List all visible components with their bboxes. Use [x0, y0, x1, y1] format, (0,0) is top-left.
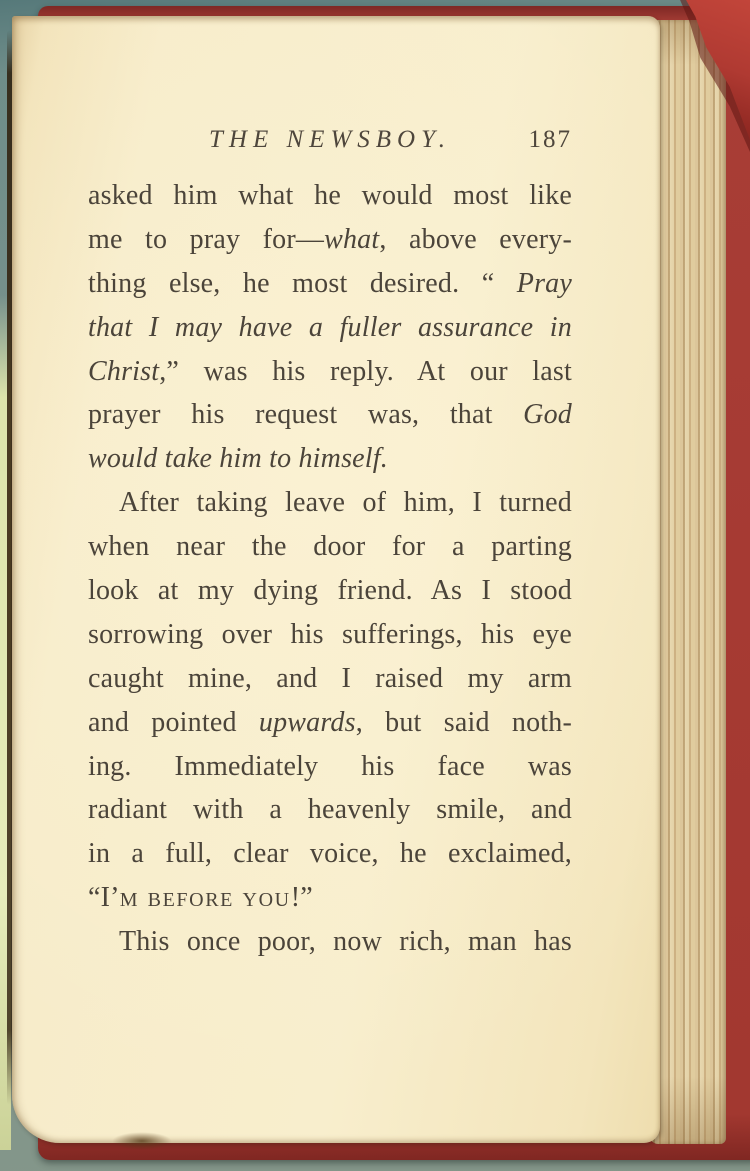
- text-segment: prayer his request was, that: [88, 399, 524, 431]
- chapter-title: THE NEWSBOY.: [209, 126, 451, 153]
- text-line: [88, 393, 572, 437]
- text-line: [88, 613, 572, 657]
- text-segment: “I’: [88, 882, 120, 914]
- worn-corner-smudge: [112, 1132, 172, 1150]
- text-segment: After taking leave of him, I turned: [119, 487, 572, 519]
- text-line: [88, 701, 572, 745]
- text-segment: , above every-: [379, 223, 572, 255]
- text-line: [88, 657, 572, 701]
- text-line: [88, 218, 572, 262]
- italic-text: upwards: [258, 706, 356, 738]
- text-segment: radiant with a heavenly smile, and: [88, 794, 572, 826]
- text-line: [88, 481, 572, 525]
- text-line: [88, 350, 572, 394]
- text-line: [88, 920, 572, 964]
- text-line: [88, 262, 572, 306]
- body-text-block: [88, 174, 572, 964]
- italic-text: Pray: [516, 267, 572, 299]
- text-segment: thing else, he most desired. “: [88, 267, 517, 299]
- text-segment: asked him what he would most like: [88, 180, 572, 211]
- text-line: [88, 876, 572, 920]
- text-segment: ,” was his reply. At our last: [159, 355, 572, 387]
- text-line: [88, 788, 572, 832]
- text-line: [88, 745, 572, 789]
- text-line: [88, 832, 572, 876]
- book-page: [12, 16, 660, 1143]
- text-segment: sorrowing over his sufferings, his eye: [88, 618, 572, 650]
- italic-text: God: [523, 399, 572, 431]
- text-line: [88, 569, 572, 613]
- text-segment: This once poor, now rich, man has: [119, 926, 572, 958]
- italic-text: would take him to himself.: [88, 443, 388, 475]
- text-segment: caught mine, and I raised my arm: [88, 662, 572, 694]
- page-edges-stack: [650, 20, 726, 1144]
- text-segment: in a full, clear voice, he exclaimed,: [88, 838, 572, 870]
- text-line: [88, 437, 572, 481]
- text-segment: look at my dying friend. As I stood: [88, 575, 572, 607]
- italic-text: what: [324, 223, 380, 255]
- text-segment: , but said noth-: [355, 706, 572, 738]
- text-segment: !”: [290, 882, 313, 914]
- smallcaps-text: m before you: [119, 882, 291, 914]
- text-line: [88, 525, 572, 569]
- italic-text: Christ: [88, 355, 160, 387]
- page-number: 187: [528, 126, 572, 153]
- text-segment: me to pray for—: [88, 223, 325, 255]
- running-header: [88, 126, 572, 166]
- text-segment: when near the door for a parting: [88, 531, 572, 563]
- text-line: [88, 174, 572, 218]
- text-segment: and pointed: [88, 706, 259, 738]
- text-line: [88, 306, 572, 350]
- text-segment: ing. Immediately his face was: [88, 750, 572, 782]
- italic-text: that I may have a fuller assurance in: [88, 311, 572, 343]
